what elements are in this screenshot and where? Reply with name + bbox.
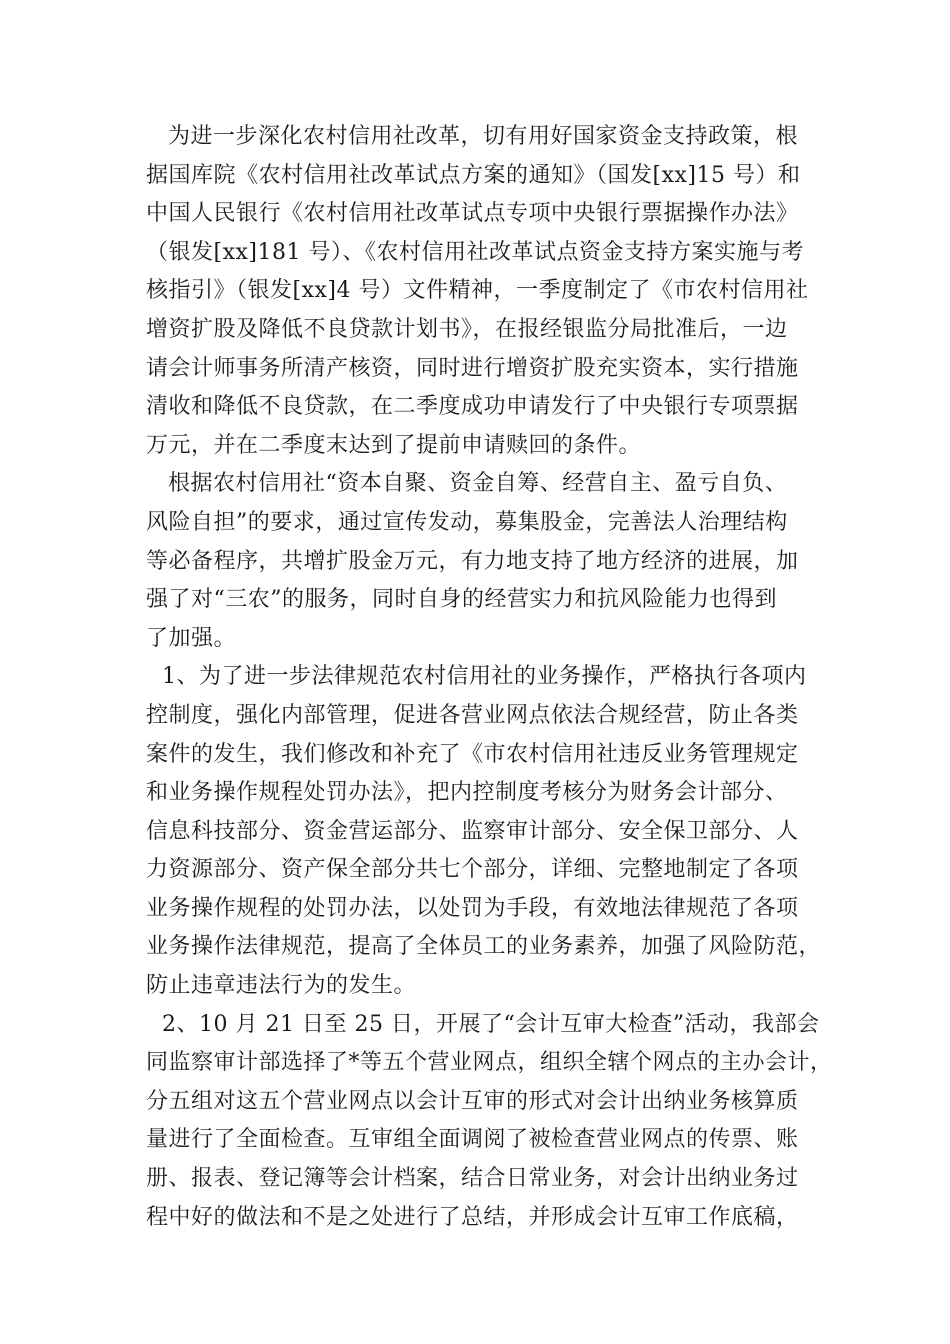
document-body [146, 118, 833, 1237]
paragraph-3-line-9: 防止违章违法行为的发生。 [146, 973, 417, 999]
paragraph-1-line-4: （银发[xx]181 号）、《农村信用社改革试点资金支持方案实施与考 [146, 239, 804, 265]
paragraph-2-line-2: 风险自担”的要求，通过宣传发动，募集股金，完善法人治理结构 [146, 509, 788, 535]
paragraph-2-line-5: 了加强。 [146, 625, 237, 651]
paragraph-4-line-2: 同监察审计部选择了*等五个营业网点，组织全辖个网点的主办会计， [146, 1050, 833, 1076]
paragraph-2-line-4: 强了对“三农”的服务，同时自身的经营实力和抗风险能力也得到 [146, 587, 777, 613]
paragraph-3-line-4: 和业务操作规程处罚办法》，把内控制度考核分为财务会计部分、 [146, 780, 788, 806]
paragraph-4-line-6: 程中好的做法和不是之处进行了总结，并形成会计互审工作底稿， [146, 1204, 799, 1230]
paragraph-3-line-3: 案件的发生，我们修改和补充了《市农村信用社违反业务管理规定 [146, 741, 799, 767]
paragraph-4-line-5: 册、报表、登记簿等会计档案，结合日常业务，对会计出纳业务过 [146, 1166, 799, 1192]
paragraph-1-line-6: 增资扩股及降低不良贷款计划书》，在报经银监分局批准后，一边 [146, 316, 788, 342]
paragraph-4-line-4: 量进行了全面检查。互审组全面调阅了被检查营业网点的传票、账 [146, 1127, 799, 1153]
paragraph-1-line-5: 核指引》（银发[xx]4 号）文件精神，一季度制定了《市农村信用社 [146, 278, 809, 304]
paragraph-3-line-8: 业务操作法律规范，提高了全体员工的业务素养，加强了风险防范， [146, 934, 822, 960]
paragraph-1-line-1: 为进一步深化农村信用社改革，切有用好国家资金支持政策，根 [168, 124, 799, 149]
paragraph-1-line-9: 万元，并在二季度末达到了提前申请赎回的条件。 [146, 432, 642, 458]
paragraph-1-line-8: 清收和降低不良贷款，在二季度成功申请发行了中央银行专项票据 [146, 394, 799, 420]
paragraph-3-line-1: 1、为了进一步法律规范农村信用社的业务操作，严格执行各项内 [162, 664, 807, 690]
paragraph-1-line-3: 中国人民银行《农村信用社改革试点专项中央银行票据操作办法》 [146, 201, 799, 227]
paragraph-4-line-3: 分五组对这五个营业网点以会计互审的形式对会计出纳业务核算质 [146, 1088, 799, 1114]
paragraph-3-line-2: 控制度，强化内部管理，促进各营业网点依法合规经营，防止各类 [146, 702, 799, 728]
paragraph-3-line-7: 业务操作规程的处罚办法，以处罚为手段，有效地法律规范了各项 [146, 895, 799, 921]
paragraph-1-line-2: 据国库院《农村信用社改革试点方案的通知》（国发[xx]15 号）和 [146, 162, 801, 188]
paragraph-2-line-1: 根据农村信用社“资本自聚、资金自筹、经营自主、盈亏自负、 [168, 471, 788, 497]
paragraph-1-line-7: 请会计师事务所清产核资，同时进行增资扩股充实资本，实行措施 [146, 355, 799, 381]
paragraph-2-line-3: 等必备程序，共增扩股金万元，有力地支持了地方经济的进展，加 [146, 548, 799, 574]
paragraph-4-line-1: 2、10 月 21 日至 25 日，开展了“会计互审大检查”活动，我部会 [162, 1011, 820, 1037]
paragraph-3-line-6: 力资源部分、资产保全部分共七个部分，详细、完整地制定了各项 [146, 857, 799, 883]
paragraph-3-line-5: 信息科技部分、资金营运部分、监察审计部分、安全保卫部分、人 [146, 818, 799, 844]
